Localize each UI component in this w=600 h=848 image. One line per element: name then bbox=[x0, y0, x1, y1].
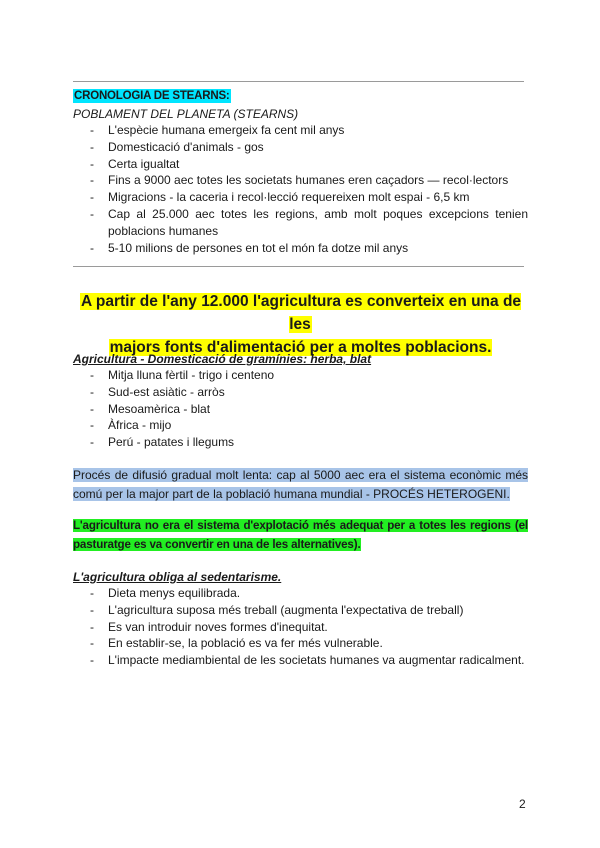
list-item: - Dieta menys equilibrada. bbox=[73, 585, 528, 602]
headline bbox=[73, 290, 528, 359]
list-item: - Cap al 25.000 aec totes les regions, amb molt poques excepcions tenien poblacions humanes bbox=[73, 206, 528, 240]
list-item: - Àfrica - mijo bbox=[73, 417, 528, 434]
list-item: - L'espècie humana emergeix fa cent mil anys bbox=[73, 122, 528, 139]
list-item: - L'agricultura suposa més treball (augmenta l'expectativa de treball) bbox=[73, 602, 528, 619]
list-item: - Sud-est asiàtic - arròs bbox=[73, 384, 528, 401]
list-item: - L'impacte mediambiental de les societats humanes va augmentar radicalment. bbox=[73, 652, 528, 669]
headline-line-1: A partir de l'any 12.000 l'agricultura es converteix en una de les bbox=[80, 293, 522, 333]
list-item: - Mitja lluna fèrtil - trigo i centeno bbox=[73, 367, 528, 384]
list-sedentarisme bbox=[73, 585, 528, 669]
list-item: - Domesticació d'animals - gos bbox=[73, 139, 528, 156]
paragraph-pasturatge bbox=[73, 517, 528, 554]
list-item: - Mesoamèrica - blat bbox=[73, 401, 528, 418]
list-item: - Certa igualtat bbox=[73, 156, 528, 173]
highlight-green-text: L'agricultura no era el sistema d'explotació més adequat per a totes les regions (el pasturatge es va convertir en una de les alternatives). bbox=[73, 519, 528, 551]
horizontal-rule bbox=[73, 266, 524, 267]
list-item: - Fins a 9000 aec totes les societats humanes eren caçadors — recol·lectors bbox=[73, 172, 528, 189]
section-title-cronologia: CRONOLOGIA DE STEARNS: bbox=[74, 90, 230, 102]
list-item: - Es van introduir noves formes d'inequitat. bbox=[73, 619, 528, 636]
list-stearns bbox=[73, 122, 528, 256]
highlight-blue-text: Procés de difusió gradual molt lenta: cap al 5000 aec era el sistema econòmic més comú per la major part de la població humana mundial - PROCÉS HETEROGENI. bbox=[73, 468, 528, 501]
section-title-sedentarisme: L'agricultura obliga al sedentarisme. bbox=[73, 570, 282, 584]
page-number: 2 bbox=[519, 797, 526, 811]
list-item: - Migracions - la caceria i recol·lecció requereixen molt espai - 6,5 km bbox=[73, 189, 528, 206]
headline-line-2: majors fonts d'alimentació per a moltes poblacions. bbox=[109, 339, 492, 356]
section-subtitle-poblament: POBLAMENT DEL PLANETA (STEARNS) bbox=[73, 107, 299, 121]
paragraph-difusio bbox=[73, 466, 528, 503]
list-item: - 5-10 milions de persones en tot el món fa dotze mil anys bbox=[73, 240, 528, 257]
horizontal-rule bbox=[73, 81, 524, 82]
list-agricultura bbox=[73, 367, 528, 451]
section-title-agricultura: Agricultura - Domesticació de gramínies: herba, blat bbox=[73, 352, 372, 366]
list-item: - En establir-se, la població es va fer més vulnerable. bbox=[73, 635, 528, 652]
list-item: - Perú - patates i llegums bbox=[73, 434, 528, 451]
